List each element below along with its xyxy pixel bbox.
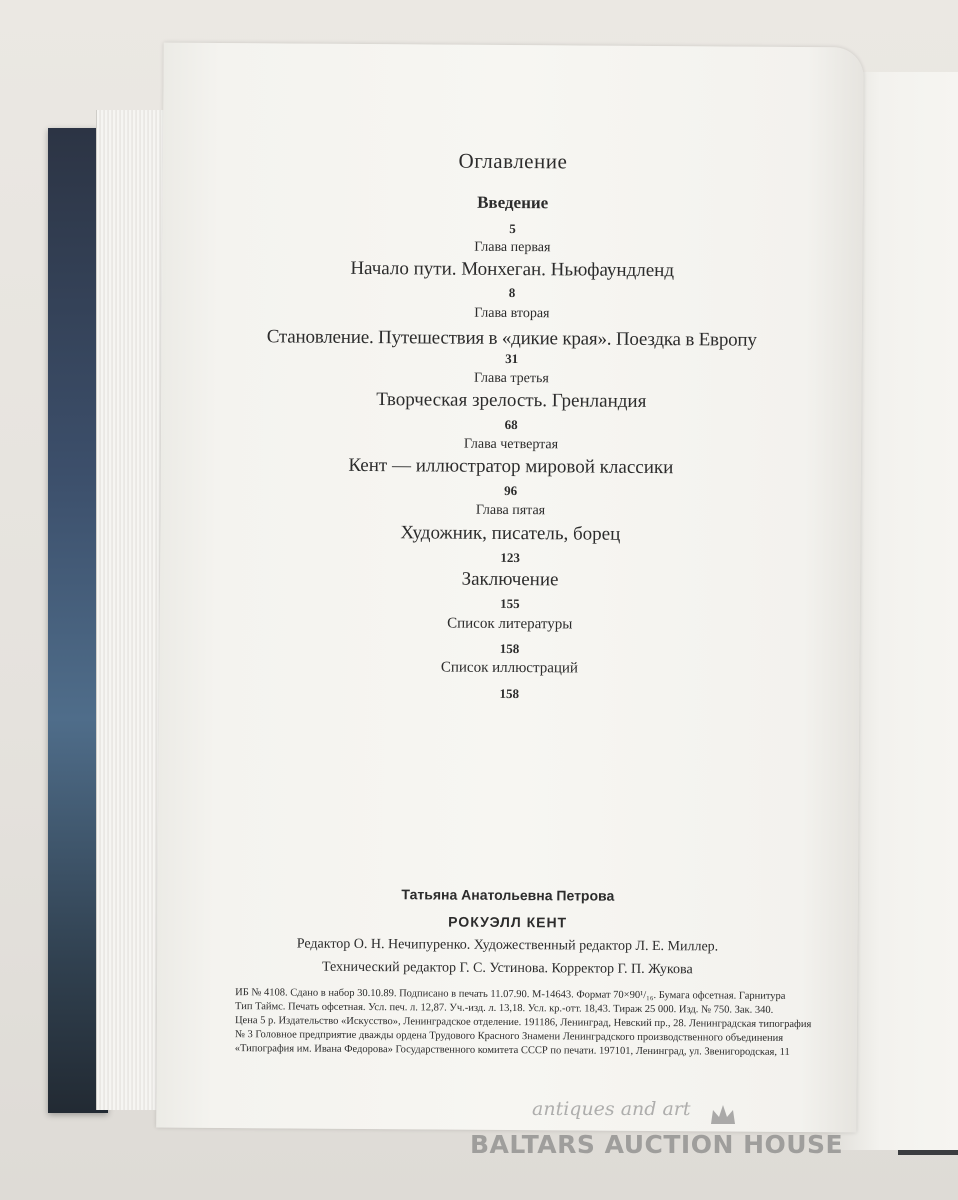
credits-line-1: Редактор О. Н. Нечипуренко. Художественный редактор Л. Е. Миллер. <box>296 936 719 955</box>
toc-illustrations-page: 158 <box>499 685 520 702</box>
book-page <box>156 43 864 1133</box>
toc-introduction: Введение <box>477 192 549 213</box>
crown-icon <box>708 1102 738 1128</box>
watermark-script: antiques and art <box>532 1098 691 1120</box>
toc-chapter-1-page: 8 <box>508 284 516 301</box>
toc-chapter-5-title: Художник, писатель, борец <box>400 522 621 545</box>
watermark <box>470 1098 870 1178</box>
toc-illustrations: Список иллюстраций <box>440 659 579 677</box>
fine-print-line-2: Тип Таймс. Печать офсетная. Усл. печ. л. 12,87. Уч.-изд. л. 13,18. Усл. кр.-отт. 18,43. Тираж 25 000. Изд. № 750. Зак. 340. <box>235 1001 774 1016</box>
author-name: Татьяна Анатольевна Петрова <box>401 886 615 904</box>
toc-chapter-3-number: Глава третья <box>473 370 549 387</box>
fine-print-line-5: «Типография им. Ивана Федорова» Государственного комитета СССР по печати. 197101, Ленинград, ул. Звенигородская, 11 <box>234 1043 790 1058</box>
fine-print-line-3: Цена 5 р. Издательство «Искусство», Ленинградское отделение. 191186, Ленинград, Невский пр., 28. Ленинградская типография <box>234 1015 812 1031</box>
toc-bibliography-page: 158 <box>499 640 520 657</box>
watermark-main: BALTARS AUCTION HOUSE <box>470 1130 844 1159</box>
toc-title: Оглавление <box>458 148 568 174</box>
toc-chapter-4-number: Глава четвертая <box>463 436 559 453</box>
toc-chapter-4-page: 96 <box>504 482 518 499</box>
toc-bibliography: Список литературы <box>447 615 573 633</box>
toc-chapter-2-title: Становление. Путешествия в «дикие края». Поездка в Европу <box>266 326 757 351</box>
toc-chapter-1-number: Глава первая <box>474 239 551 256</box>
fine-print-line-4: № 3 Головное предприятие дважды ордена Трудового Красного Знамени Ленинградского производственного объединения <box>234 1029 784 1044</box>
toc-chapter-3-page: 68 <box>504 416 518 433</box>
toc-chapter-1-title: Начало пути. Монхеган. Ньюфаундленд <box>350 257 675 282</box>
toc-chapter-4-title: Кент — иллюстратор мировой классики <box>348 454 674 479</box>
toc-chapter-3-title: Творческая зрелость. Гренландия <box>376 389 647 412</box>
toc-chapter-2-page: 31 <box>505 350 519 367</box>
book-title: РОКУЭЛЛ КЕНТ <box>448 913 568 931</box>
toc-chapter-5-page: 123 <box>500 549 521 566</box>
toc-introduction-page: 5 <box>509 220 516 237</box>
toc-conclusion: Заключение <box>461 568 559 591</box>
toc-chapter-5-number: Глава пятая <box>475 502 546 519</box>
fine-print-line-1: ИБ № 4108. Сдано в набор 30.10.89. Подписано в печать 11.07.90. М-14643. Формат 70×90¹/₁₆. Бумага офсетная. Гарнитура <box>235 987 786 1002</box>
credits-line-2: Технический редактор Г. С. Устинова. Корректор Г. П. Жукова <box>321 959 693 978</box>
toc-chapter-2-number: Глава вторая <box>474 305 550 322</box>
toc-conclusion-page: 155 <box>500 595 520 612</box>
